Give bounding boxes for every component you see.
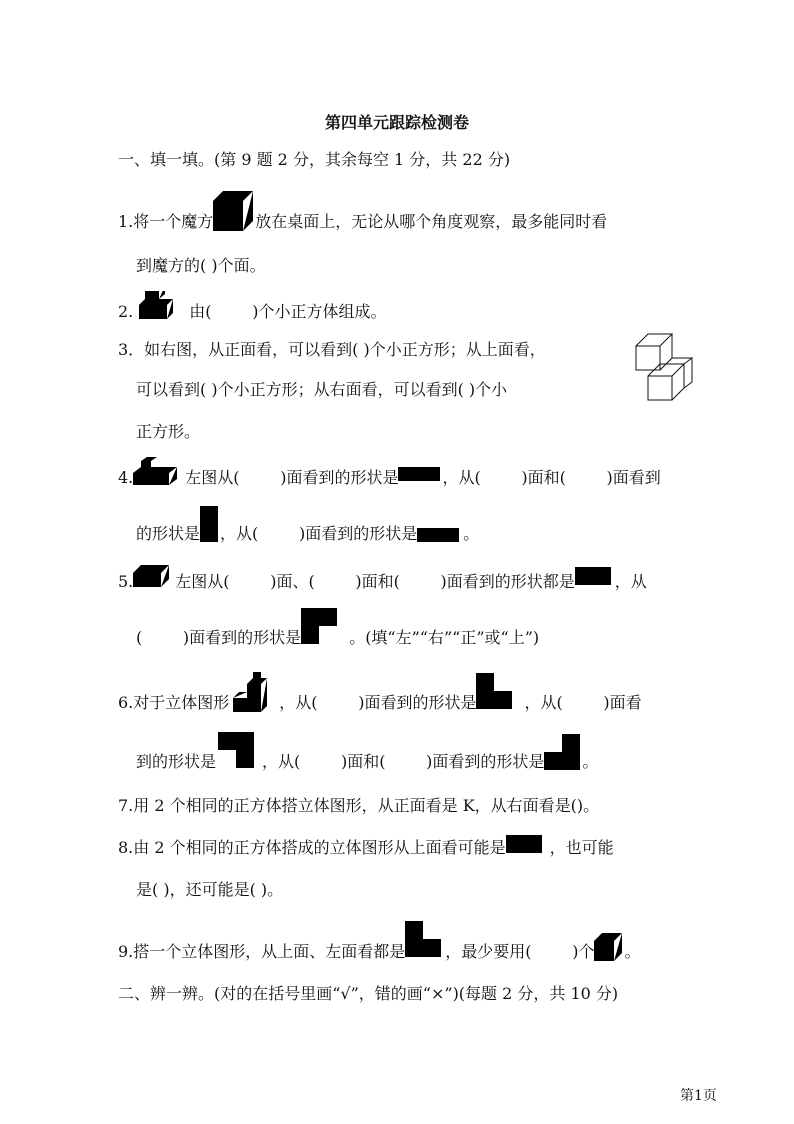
q5-text-c: ，从 (614, 572, 647, 591)
question-9 (118, 942, 640, 962)
view-shape-two-horizontal-q8 (506, 835, 546, 855)
q4-text-e: ，从( )面看到的形状是 (220, 524, 418, 543)
q9-text-c: 。 (624, 942, 641, 961)
q2-text-a: 2. (118, 302, 134, 321)
q6-text-d: 到的形状是 (136, 752, 217, 771)
q9-text-b: ，最少要用( )个 (445, 942, 595, 961)
question-4-line1 (118, 468, 661, 488)
q2-text-b: 由( )个小正方体组成。 (189, 302, 387, 321)
question-6-line2 (136, 752, 598, 772)
question-3-line2: 可以看到( )个小正方形；从右面看，可以看到( )个小 (136, 380, 508, 399)
q6-text-c: ，从( )面看 (524, 693, 642, 712)
question-7: 7.用 2 个相同的正方体搭立体图形，从正面看是 K，从右面看是()。 (118, 796, 600, 815)
q6-text-e: ，从( )面和( )面看到的形状是 (262, 752, 545, 771)
view-shape-two-horizontal (575, 567, 615, 587)
q6-text-f: 。 (582, 752, 599, 771)
page-title: 第四单元跟踪检测卷 (324, 113, 469, 132)
q5-text-a: 5. (118, 572, 134, 591)
question-4-line2 (136, 524, 479, 544)
q6-text-b: ，从( )面看到的形状是 (279, 693, 477, 712)
question-3-line1: 3．如右图，从正面看，可以看到( )个小正方形；从上面看， (118, 340, 546, 359)
question-5-line1 (118, 572, 647, 592)
cube-stack-figure-q4 (133, 457, 185, 487)
view-shape-three-squares-2 (417, 528, 463, 542)
section2-heading: 二、辨一辨。(对的在括号里画“√”，错的画“×”)(每题 2 分，共 10 分) (118, 984, 619, 1003)
view-shape-l-shape-q6a (476, 673, 516, 713)
q8-text-a: 8.由 2 个相同的正方体搭成的立体图形从上面看可能是 (118, 838, 506, 857)
rubiks-cube-figure (213, 191, 255, 231)
cube-stack-figure-q5 (133, 563, 175, 589)
q4-text-b: 左图从( )面看到的形状是 (185, 468, 399, 487)
q5-text-d: ( )面看到的形状是 (136, 628, 302, 647)
question-1-line1 (118, 212, 607, 232)
small-cube-icon (594, 933, 624, 961)
q4-text-d: 的形状是 (136, 524, 201, 543)
question-8-line2: 是( )，还可能是( )。 (136, 880, 284, 899)
question-2 (118, 302, 386, 322)
cube-stack-figure-q2 (139, 291, 187, 319)
question-8-line1 (118, 838, 614, 858)
page-number: 第1页 (680, 1088, 717, 1104)
view-shape-l-shape-q5 (301, 608, 341, 648)
view-shape-three-squares (398, 467, 442, 481)
view-shape-l-shape-q6c (544, 734, 582, 772)
q1-text-a: 1.将一个魔方 (118, 212, 214, 231)
view-shape-l-shape-q9 (405, 921, 445, 961)
q6-text-a: 6.对于立体图形 (118, 693, 230, 712)
q9-text-a: 9.搭一个立体图形，从上面、左面看都是 (118, 942, 406, 961)
q8-text-b: ，也可能 (549, 838, 614, 857)
question-3-line3: 正方形。 (136, 422, 201, 441)
q4-text-f: 。 (463, 524, 480, 543)
view-shape-two-vertical (200, 506, 220, 544)
cube-stack-figure-q6 (233, 672, 269, 714)
cube-stack-figure-q3 (632, 334, 694, 404)
question-1-line2: 到魔方的( )个面。 (136, 256, 266, 275)
q4-text-a: 4. (118, 468, 134, 487)
section1-heading: 一、填一填。(第 9 题 2 分，其余每空 1 分，共 22 分) (118, 150, 511, 169)
question-5-line2 (136, 628, 539, 648)
view-shape-l-shape-q6b (218, 732, 258, 772)
q5-text-b: 左图从( )面、( )面和( )面看到的形状都是 (175, 572, 575, 591)
q5-text-e: 。(填“左”“右”“正”或“上”) (349, 628, 540, 647)
q1-text-b: 放在桌面上，无论从哪个角度观察，最多能同时看 (255, 212, 608, 231)
q4-text-c: ，从( )面和( )面看到 (442, 468, 661, 487)
question-6-line1 (118, 692, 642, 714)
